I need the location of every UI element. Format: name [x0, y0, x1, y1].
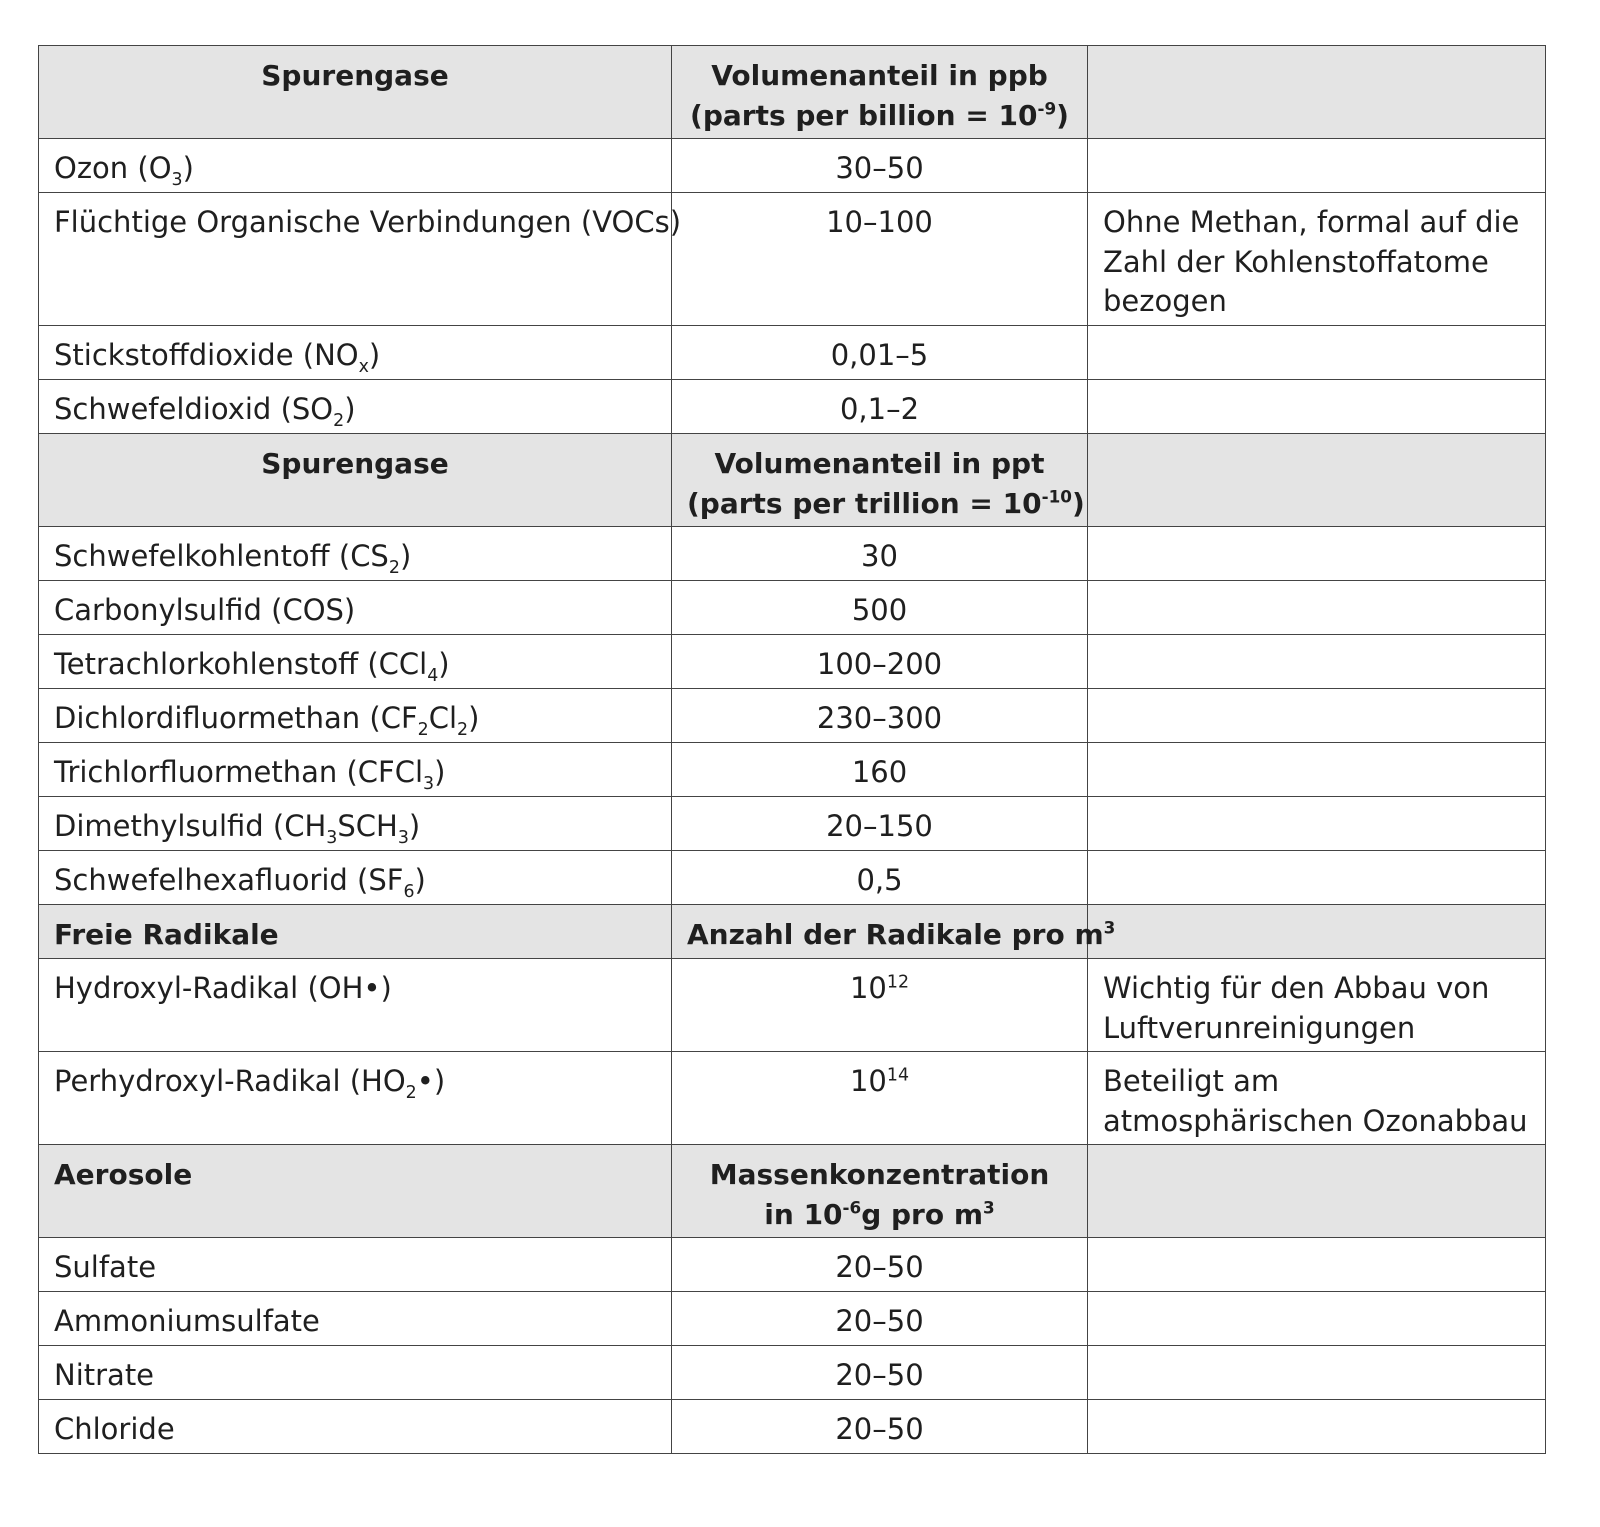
- note-cell: Beteiligt am atmosphärischen Ozonabbau: [1088, 1052, 1546, 1145]
- value-cell: 230–300: [672, 689, 1088, 743]
- value-cell: 30: [672, 527, 1088, 581]
- gas-name-cell: Tetrachlorkohlenstoff (CCl$_4$): [39, 635, 672, 689]
- note-cell: [1088, 1346, 1546, 1400]
- header-cell-note: [1088, 905, 1546, 959]
- gas-name-cell: Schwefelkohlentoff $(CS_2)$: [39, 527, 672, 581]
- table-row: [39, 689, 1546, 743]
- table-row: [39, 193, 1546, 326]
- value-cell: 100–200: [672, 635, 1088, 689]
- gas-name-cell: Sulfate: [39, 1238, 672, 1292]
- header-cell-unit: Massenkonzentration in $10^{-6}g$ pro $m^3$: [672, 1145, 1088, 1238]
- header-cell-unit: Volumenanteil in ppt (parts per trillion = $10^{-10}$): [672, 434, 1088, 527]
- note-cell: [1088, 689, 1546, 743]
- header-cell: Freie Radikale: [39, 905, 672, 959]
- gas-name-cell: Chloride: [39, 1400, 672, 1454]
- table-row: [39, 326, 1546, 380]
- note-cell: [1088, 581, 1546, 635]
- note-cell: [1088, 139, 1546, 193]
- table-row: [39, 581, 1546, 635]
- note-cell: Ohne Methan, formal auf die Zahl der Kohlenstoffatome bezogen: [1088, 193, 1546, 326]
- note-cell: [1088, 743, 1546, 797]
- header-cell: Spurengase: [39, 434, 672, 527]
- table-row: [39, 1238, 1546, 1292]
- note-cell: [1088, 851, 1546, 905]
- note-cell: [1088, 1238, 1546, 1292]
- table-row: [39, 797, 1546, 851]
- table-row: [39, 635, 1546, 689]
- table-row: [39, 1052, 1546, 1145]
- note-cell: [1088, 326, 1546, 380]
- section-header-ppb: [39, 46, 1546, 139]
- gas-name-cell: Flüchtige Organische Verbindungen (VOCs): [39, 193, 672, 326]
- value-cell: 20–50: [672, 1238, 1088, 1292]
- gas-name-cell: Schwefelhexafluorid $(SF_6)$: [39, 851, 672, 905]
- table-row: [39, 743, 1546, 797]
- value-cell: 0,01–5: [672, 326, 1088, 380]
- value-cell: 500: [672, 581, 1088, 635]
- table-row: [39, 959, 1546, 1052]
- table-row: [39, 851, 1546, 905]
- gas-name-cell: Trichlorfluormethan (CFCl$_3$): [39, 743, 672, 797]
- header-cell-unit: Anzahl der Radikale pro $m^3$: [672, 905, 1088, 959]
- note-cell: [1088, 1400, 1546, 1454]
- header-cell-note: [1088, 434, 1546, 527]
- value-cell: 30–50: [672, 139, 1088, 193]
- header-cell-note: [1088, 46, 1546, 139]
- value-cell: 160: [672, 743, 1088, 797]
- section-header-aerosols: [39, 1145, 1546, 1238]
- value-cell: 20–150: [672, 797, 1088, 851]
- note-cell: [1088, 797, 1546, 851]
- header-cell: Spurengase: [39, 46, 672, 139]
- gas-name-cell: Dimethylsulfid $(CH_3SCH_3)$: [39, 797, 672, 851]
- table-row: [39, 1292, 1546, 1346]
- header-cell: Aerosole: [39, 1145, 672, 1238]
- note-cell: [1088, 380, 1546, 434]
- header-cell-unit: Volumenanteil in ppb (parts per billion = $10^{-9}$): [672, 46, 1088, 139]
- value-cell: 0,1–2: [672, 380, 1088, 434]
- value-cell: $10^{14}$: [672, 1052, 1088, 1145]
- value-cell: 10–100: [672, 193, 1088, 326]
- table-row: [39, 380, 1546, 434]
- gas-name-cell: Ozon $(O_3)$: [39, 139, 672, 193]
- value-cell: 0,5: [672, 851, 1088, 905]
- value-cell: 20–50: [672, 1292, 1088, 1346]
- note-cell: [1088, 527, 1546, 581]
- value-cell: 20–50: [672, 1346, 1088, 1400]
- gas-name-cell: Schwefeldioxid $(SO_2)$: [39, 380, 672, 434]
- table-row: [39, 1346, 1546, 1400]
- gas-name-cell: Perhydroxyl-Radikal $(HO_2•)$: [39, 1052, 672, 1145]
- gas-name-cell: Carbonylsulfid (COS): [39, 581, 672, 635]
- note-cell: [1088, 1292, 1546, 1346]
- table-row: [39, 527, 1546, 581]
- value-cell: $10^{12}$: [672, 959, 1088, 1052]
- data-table: [38, 45, 1546, 1454]
- gas-name-cell: Stickstoffdioxide $(NO_x)$: [39, 326, 672, 380]
- note-cell: Wichtig für den Abbau von Luftverunreinigungen: [1088, 959, 1546, 1052]
- value-cell: 20–50: [672, 1400, 1088, 1454]
- gas-name-cell: Nitrate: [39, 1346, 672, 1400]
- table-row: [39, 1400, 1546, 1454]
- table-row: [39, 139, 1546, 193]
- gas-name-cell: Dichlordifluormethan $(CF_2Cl_2)$: [39, 689, 672, 743]
- section-header-radicals: [39, 905, 1546, 959]
- header-cell-note: [1088, 1145, 1546, 1238]
- section-header-ppt: [39, 434, 1546, 527]
- gas-name-cell: Ammoniumsulfate: [39, 1292, 672, 1346]
- gas-name-cell: Hydroxyl-Radikal (OH•): [39, 959, 672, 1052]
- note-cell: [1088, 635, 1546, 689]
